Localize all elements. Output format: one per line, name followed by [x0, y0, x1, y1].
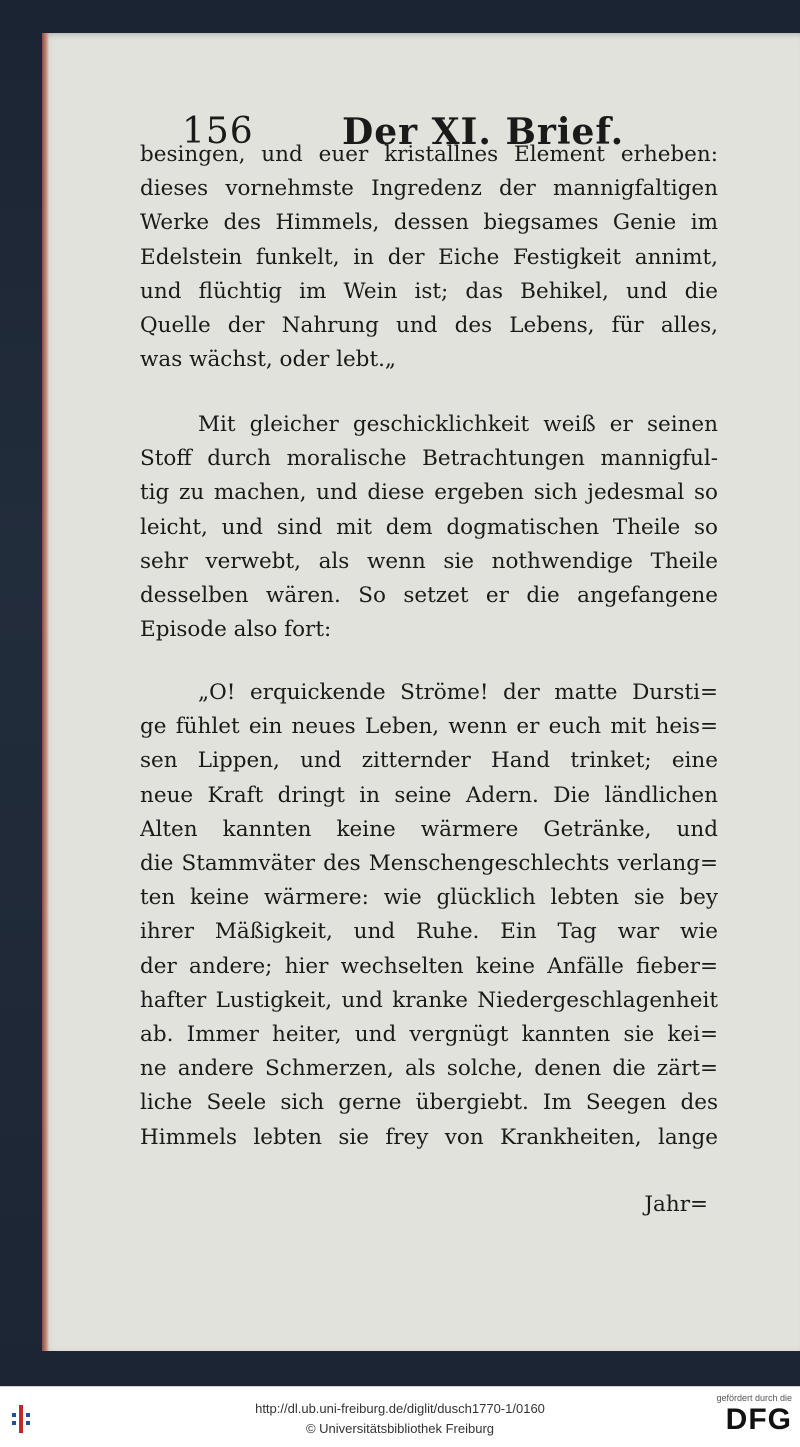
paragraph-1 — [140, 138, 718, 377]
text-line: sen Lippen, und zitternder Hand trinket; eine — [140, 748, 718, 774]
text-line: leicht, und sind mit dem dogmatischen Theile so — [140, 514, 718, 540]
text-line: Edelstein funkelt, in der Eiche Festigkeit annimt, — [140, 244, 718, 270]
text-line: besingen, und euer kristallnes Element erheben: — [140, 142, 718, 167]
text-line: hafter Lustigkeit, und kranke Niedergeschlagenheit — [140, 987, 718, 1013]
text-line: die Stammväter des Menschengeschlechts verlang= — [140, 851, 718, 877]
text-line: und flüchtig im Wein ist; das Behikel, und die — [140, 278, 718, 304]
dfg-caption: gefördert durch die — [716, 1393, 792, 1403]
dfg-logo[interactable] — [702, 1393, 792, 1443]
text-line: Werke des Himmels, dessen biegsames Genie im — [140, 210, 718, 236]
text-line: Mit gleicher geschicklichkeit weiß er seinen — [198, 412, 718, 437]
text-line: ge fühlet ein neues Leben, wenn er euch mit heis= — [140, 714, 718, 740]
text-line: desselben wären. So setzet er die angefangene — [140, 583, 718, 609]
text-line: liche Seele sich gerne übergiebt. Im Seegen des — [140, 1090, 718, 1116]
text-line: der andere; hier wechselten keine Anfälle fieber= — [140, 953, 718, 979]
text-line: Quelle der Nahrung und des Lebens, für alles, — [140, 313, 718, 339]
text-line: Alten kannten keine wärmere Getränke, und — [140, 816, 718, 842]
permalink-url[interactable]: http://dl.ub.uni-freiburg.de/diglit/dusch1770-1/0160 — [255, 1401, 545, 1416]
running-title: Der XI. Brief. — [342, 111, 625, 153]
text-line: dieses vornehmste Ingredenz der mannigfaltigen — [140, 176, 718, 202]
text-line: neue Kraft dringt in seine Adern. Die ländlichen — [140, 782, 718, 808]
text-line: ten keine wärmere: wie glücklich lebten sie bey — [140, 885, 718, 911]
text-line: ne andere Schmerzen, als solche, denen die zärt= — [140, 1056, 718, 1082]
catchword: Jahr= — [644, 1192, 708, 1217]
page-number: 156 — [182, 111, 254, 152]
text-line: Himmels lebten sie frey von Krankheiten, lange — [140, 1124, 718, 1150]
text-line: Stoff durch moralische Betrachtungen mannigful- — [140, 446, 718, 472]
text-line: was wächst, oder lebt.„ — [140, 347, 397, 373]
dfg-mark: DFG — [725, 1403, 792, 1436]
text-line: ihrer Mäßigkeit, und Ruhe. Ein Tag war wie — [140, 919, 718, 945]
paragraph-2 — [140, 408, 718, 647]
viewer-footer — [0, 1386, 800, 1447]
text-line: „O! erquickende Ströme! der matte Dursti= — [198, 680, 718, 705]
text-line: ab. Immer heiter, und vergnügt kannten sie kei= — [140, 1022, 718, 1048]
text-line: tig zu machen, und diese ergeben sich jedesmal so — [140, 480, 718, 506]
paragraph-3 — [140, 676, 718, 1155]
text-line: Episode also fort: — [140, 617, 332, 643]
text-line: sehr verwebt, als wenn sie nothwendige Theile — [140, 548, 718, 574]
copyright-notice: © Universitätsbibliothek Freiburg — [305, 1421, 495, 1436]
